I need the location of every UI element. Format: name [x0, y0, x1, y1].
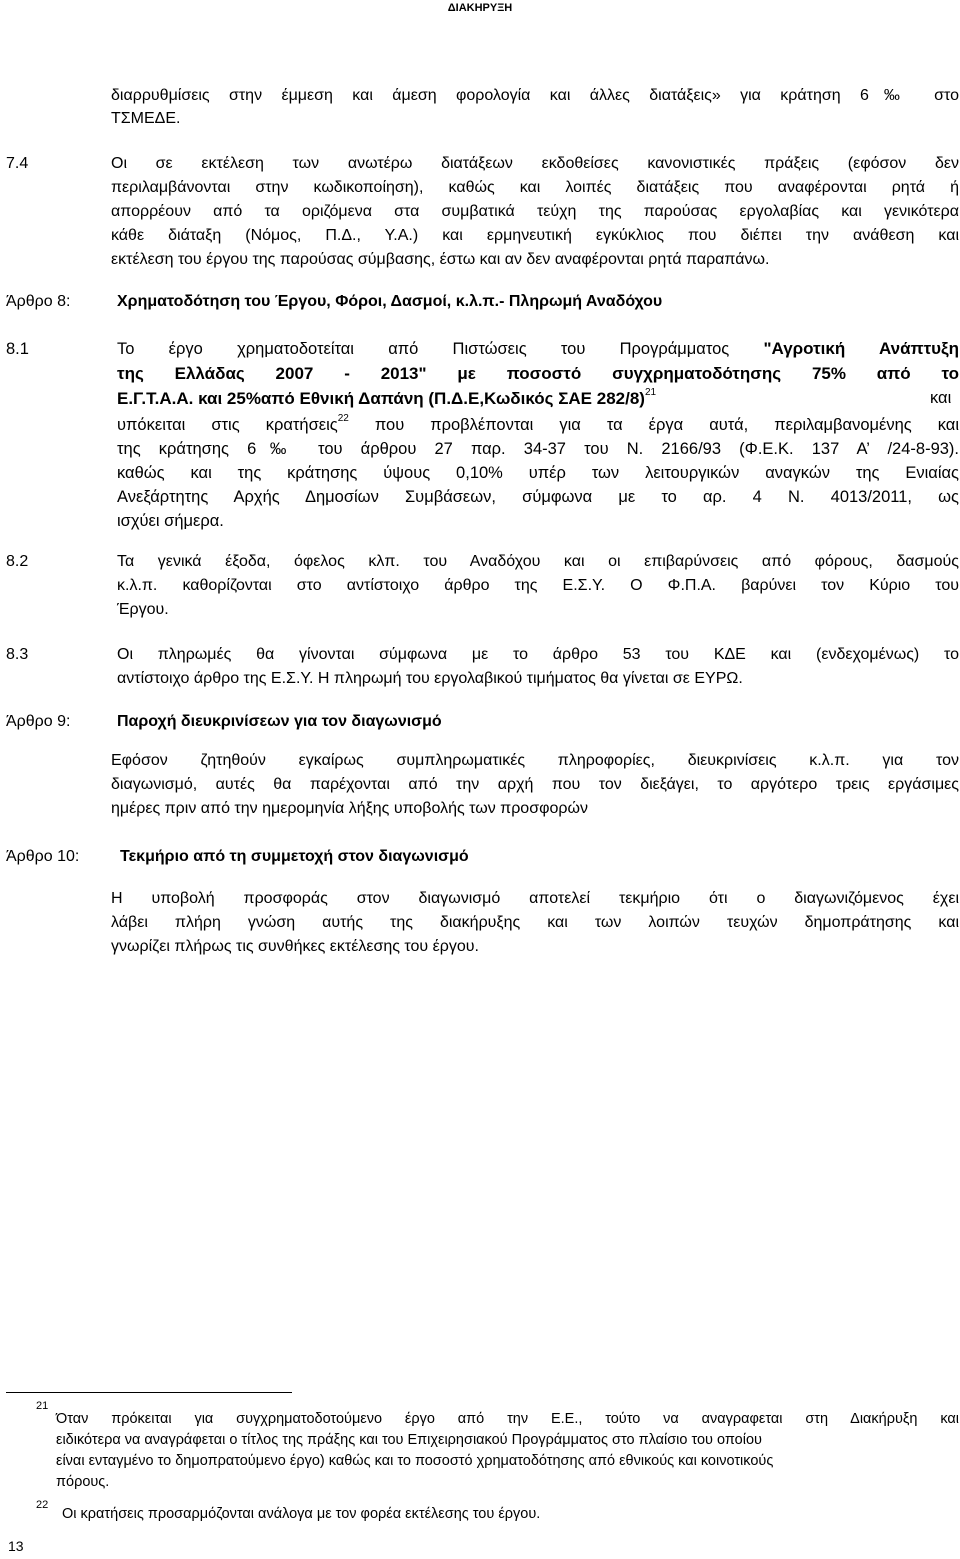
article-10-title: Τεκμήριο από τη συμμετοχή στον διαγωνισμό [120, 848, 469, 865]
footnote-number-22: 22 [36, 1499, 49, 1511]
paragraph-line: ισχύει σήμερα. [117, 512, 224, 530]
paragraph-line: απορρέουν από τα οριζόμενα στα συμβατικά τεύχη της παρούσας εργολαβίας και γενικότερα [111, 203, 959, 220]
intro-line: διαρρυθμίσεις στην έμμεση και άμεση φορολογία και άλλες διατάξεις» για κράτηση 6‰ στο [111, 87, 959, 104]
article-8-title: Χρηματοδότηση του Έργου, Φόροι, Δασμοί, κ.λ.π.- Πληρωμή Αναδόχου [117, 293, 663, 310]
paragraph-line: εκτέλεση του έργου της παρούσας σύμβασης, έστω και αν δεν αναφέρονται ρητά παραπάνω. [111, 251, 770, 268]
paragraph-line: της Ελλάδας 2007 - 2013" με ποσοστό συγχρηματοδότησης 75% από το [117, 364, 959, 383]
footnote-line: ειδικότερα να αναγράφεται ο τίτλος της πράξης και του Επιχειρησιακού Προγράμματος στο πλαίσιο του οποίου [56, 1432, 762, 1448]
footnote-line: Οι κρατήσεις προσαρμόζονται ανάλογα με τον φορέα εκτέλεσης του έργου. [62, 1506, 541, 1522]
paragraph-line: κάθε διάταξη (Νόμος, Π.Δ., Υ.Α.) και ερμηνευτική εγκύκλιος που διέπει την ανάθεση και [111, 227, 959, 244]
footnote-number-21: 21 [36, 1400, 49, 1412]
paragraph-line: αντίστοιχο άρθρο της Ε.Σ.Υ. Η πληρωμή του εργολαβικού τιμήματος θα γίνεται σε ΕΥΡΩ. [117, 670, 743, 687]
paragraph-line: Οι πληρωμές θα γίνονται σύμφωνα με το άρθρο 53 του ΚΔΕ και (ενδεχομένως) το [117, 646, 959, 663]
paragraph-line: Ανεξάρτητης Αρχής Δημοσίων Συμβάσεων, σύμφωνα με το αρ. 4 Ν. 4013/2011, ως [117, 488, 959, 506]
paragraph-line: γνωρίζει πλήρως τις συνθήκες εκτέλεσης του έργου. [111, 938, 479, 955]
paragraph-line: καθώς και της κράτησης ύψους 0,10% υπέρ των λειτουργικών αναγκών της Ενιαίας [117, 464, 959, 482]
page-number: 13 [8, 1538, 24, 1554]
paragraph-line [117, 337, 959, 361]
paragraph-line: Τα γενικά έξοδα, όφελος κλπ. του Αναδόχου και οι επιβαρύνσεις από φόρους, δασμούς [117, 553, 959, 570]
paragraph-line: Η υποβολή προσφοράς στον διαγωνισμό αποτελεί τεκμήριο ότι ο διαγωνιζόμενος έχει [111, 890, 959, 907]
footnote-separator [6, 1392, 292, 1393]
paragraph-line: διαγωνισμό, αυτές θα παρέχονται από την αρχή που τον διεξάγει, το αργότερο τρεις εργάσιμες [111, 776, 959, 793]
section-number-8-3: 8.3 [6, 646, 29, 663]
footnote-line: Όταν πρόκειται για συγχρηματοδοτούμενο έργο από την Ε.Ε., τούτο να αναγραφεται στη Διακήρυξη και [56, 1411, 959, 1427]
paragraph-line: λάβει πλήρη γνώση αυτής της διακήρυξης και των λοιπών τευχών δημοπράτησης και [111, 914, 959, 931]
paragraph-line: ημέρες πριν από την ημερομηνία λήξης υποβολής των προσφορών [111, 800, 588, 817]
article-8-label: Άρθρο 8: [6, 293, 71, 310]
paragraph-line: Εφόσον ζητηθούν εγκαίρως συμπληρωματικές πληροφορίες, διευκρινίσεις κ.λ.π. για τον [111, 752, 959, 769]
text-run: υπόκειται στις κρατήσεις [117, 416, 338, 434]
document-header: ΔΙΑΚΗΡΥΞΗ [447, 2, 513, 14]
section-number-7-4: 7.4 [6, 155, 29, 172]
paragraph-line-end: και [930, 389, 952, 407]
paragraph-line: Έργου. [117, 601, 169, 618]
footnote-line: πόρους. [56, 1474, 110, 1490]
article-10-label: Άρθρο 10: [6, 848, 80, 865]
paragraph-line: της κράτησης 6‰ του άρθρου 27 παρ. 34-37 του Ν. 2166/93 (Φ.Ε.Κ. 137 Α’ /24-8-93). [117, 440, 959, 458]
paragraph-line: κ.λ.π. καθορίζονται στο αντίστοιχο άρθρο της Ε.Σ.Υ. Ο Φ.Π.Α. βαρύνει τον Κύριο του [117, 577, 959, 594]
footnote-ref-21[interactable]: 21 [644, 386, 657, 398]
footnote-line: είναι ενταγμένο το δημοπρατούμενο έργο) καθώς και το ποσοστό χρηματοδότησης από εθνικούς και κοινοτικούς [56, 1453, 774, 1469]
article-9-label: Άρθρο 9: [6, 713, 71, 730]
intro-line: ΤΣΜΕΔΕ. [111, 110, 181, 127]
text-run: Το έργο χρηματοδοτείται από Πιστώσεις του Προγράμματος [117, 340, 764, 358]
paragraph-line: περιλαμβάνονται στην κωδικοποίηση), καθώς και λοιπές διατάξεις που αναφέρονται ρητά ή [111, 179, 959, 196]
program-name: "Αγροτική Ανάπτυξη [763, 339, 959, 358]
paragraph-line: Οι σε εκτέλεση των ανωτέρω διατάξεων εκδοθείσες κανονιστικές πράξεις (εφόσον δεν [111, 155, 959, 172]
article-9-title: Παροχή διευκρινίσεων για τον διαγωνισμό [117, 713, 442, 730]
paragraph-line [117, 387, 656, 411]
footnote-ref-22[interactable]: 22 [337, 412, 349, 424]
paragraph-line [117, 414, 959, 437]
section-number-8-1: 8.1 [6, 340, 29, 358]
section-number-8-2: 8.2 [6, 553, 29, 570]
text-run: που προβλέπονται για τα έργα αυτά, περιλαμβανομένης και [348, 416, 960, 434]
funding-text: Ε.Γ.Τ.Α.Α. και 25%από Εθνική Δαπάνη (Π.Δ.Ε,Κωδικός ΣΑΕ 282/8) [117, 389, 645, 408]
